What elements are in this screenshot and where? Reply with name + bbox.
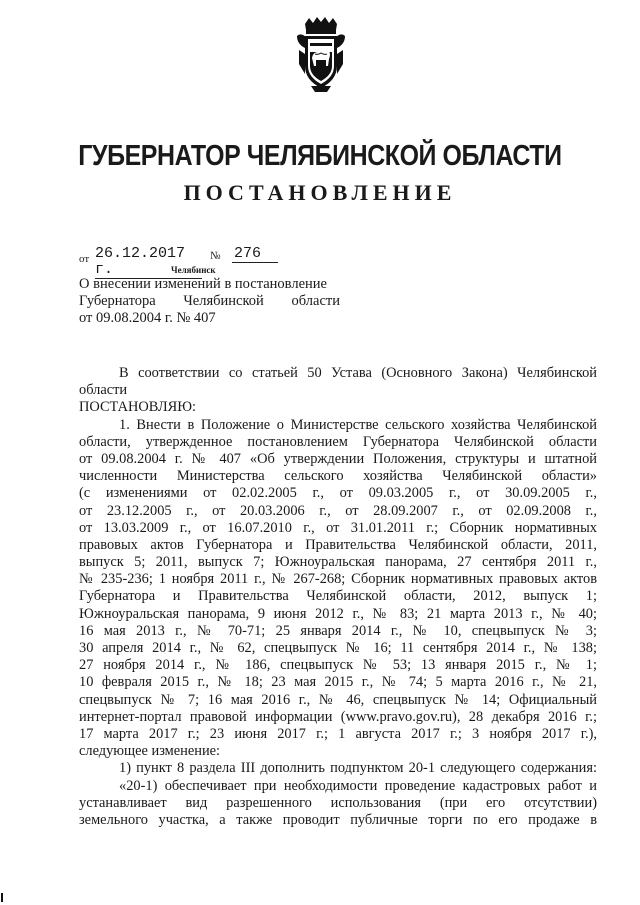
body-line: 1) пункт 8 раздела III дополнить подпунктом 20-1 следующего содержания: [119,760,597,777]
body-line: ПОСТАНОВЛЯЮ: [79,399,197,416]
body-line: Губернатора и Правительства Челябинской области, 2012, выпуск 1; [79,588,597,605]
body-line: от 09.08.2004 г. № 407 «Об утверждении Положения, структуры и штатной [79,450,597,467]
body-line: земельного участка, а также проводит публичные торги по его продаже в [79,811,597,828]
date-prefix-label: от [79,253,90,265]
body-line: численности Министерства сельского хозяйства Челябинской области» [79,468,597,485]
body-line: № 235-236; 1 ноября 2011 г., № 267-268; Сборник нормативных правовых актов [79,571,597,588]
body-line: области [79,382,128,399]
document-heading [79,276,340,327]
body-line: интернет-портал правовой информации (www.pravo.gov.ru), 28 декабря 2016 г.; [79,708,597,725]
body-line: Южноуральская панорама, 9 июня 2012 г., № 83; 21 марта 2013 г., № 40; [79,605,597,622]
document-body [79,365,597,829]
body-line: от 13.03.2009 г., от 16.07.2010 г., от 31.01.2011 г.; Сборник нормативных [79,519,597,536]
scan-edge-mark [1,893,3,902]
place-of-issue: Челябинск [171,265,216,275]
heading-line: от 09.08.2004 г. № 407 [79,310,216,326]
body-line: 16 мая 2013 г., № 70-71; 25 января 2014 г., № 10, спецвыпуск № 3; [79,622,597,639]
body-line: области, утвержденное постановлением Губернатора Челябинской области [79,433,597,450]
body-line: спецвыпуск № 7; 16 мая 2016 г., № 46, спецвыпуск № 14; Официальный [79,691,597,708]
chelyabinsk-coat-of-arms-icon [291,14,351,94]
body-line: от 23.12.2005 г., от 20.03.2006 г., от 28.09.2007 г., от 02.09.2008 г., [79,502,597,519]
body-line: 30 апреля 2014 г., № 62, спецвыпуск № 16; 11 сентября 2014 г., № 138; [79,640,597,656]
document-date: 26.12.2017 г. [95,246,202,279]
body-line: следующее изменение: [79,743,221,760]
number-prefix-label: № [210,250,221,262]
body-line: (с изменениями от 02.02.2005 г., от 09.03.2005 г., от 30.09.2005 г., [79,485,597,502]
heading-line: О внесении изменений в постановление [79,276,327,292]
heading-line: Губернатора Челябинской области [79,293,340,309]
body-line: 17 марта 2017 г.; 23 июня 2017 г.; 1 августа 2017 г.; 3 ноября 2017 г.), [79,725,597,742]
body-line: правовых актов Губернатора и Правительства Челябинской области, 2011, [79,536,597,553]
body-line: 27 ноября 2014 г., № 186, спецвыпуск № 53; 13 января 2015 г., № 1; [79,657,597,674]
body-line: выпуск 5; 2011, выпуск 7; Южноуральская панорама, 27 сентября 2011 г., [79,554,597,571]
body-line: 10 февраля 2015 г., № 18; 23 мая 2015 г., № 74; 5 марта 2016 г., № 21, [79,674,597,691]
body-line: В соответствии со статьей 50 Устава (Основного Закона) Челябинской [119,365,597,381]
body-line: 1. Внести в Положение о Министерстве сельского хозяйства Челябинской [119,416,597,433]
document-number: 276 [232,246,278,263]
issuer-title: ГУБЕРНАТОР ЧЕЛЯБИНСКОЙ ОБЛАСТИ [78,140,562,172]
document-type: ПОСТАНОВЛЕНИЕ [183,180,457,205]
body-line: «20-1) обеспечивает при необходимости проведение кадастровых работ и [119,777,597,794]
body-line: устанавливает вид разрешенного использования (при его отсутствии) [79,794,597,811]
